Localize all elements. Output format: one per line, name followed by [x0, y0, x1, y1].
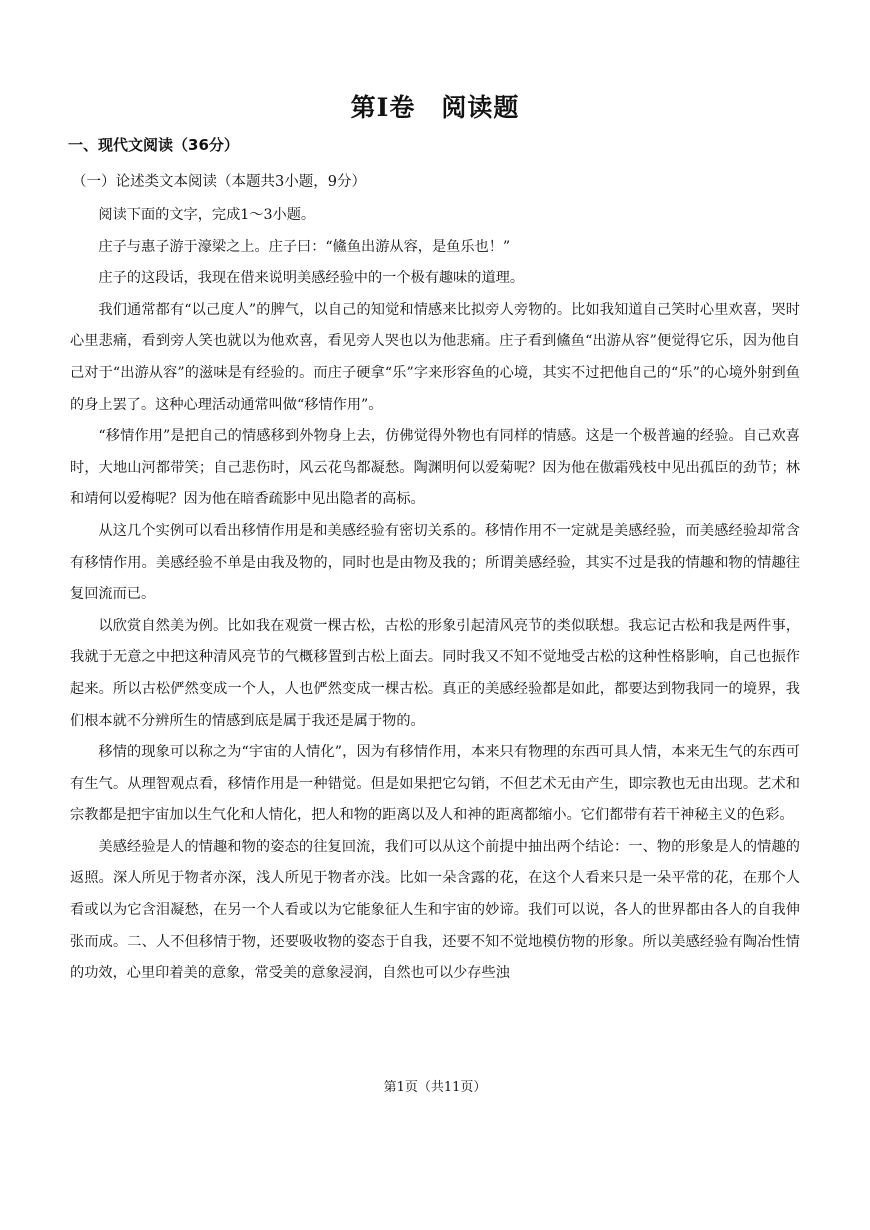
- body-paragraph: 庄子的这段话，我现在借来说明美感经验中的一个极有趣味的道理。: [98, 270, 525, 287]
- body-paragraph: 移情的现象可以称之为“宇宙的人情化”，因为有移情作用，本来只有物理的东西可具人情，本来无生气的东西可有生气。从理智观点看，移情作用是一种错觉。但是如果把它勾销，不但艺术无由产生，即宗教也无由出现。艺术和宗教都是把宇宙加以生气化和人情化，把人和物的距离以及人和神的距离都缩小。它们都带有若干神秘主义的色彩。: [70, 744, 800, 824]
- body-paragraph: “移情作用”是把自己的情感移到外物身上去，仿佛觉得外物也有同样的情感。这是一个极普遍的经验。自己欢喜时，大地山河都带笑；自己悲伤时，风云花鸟都凝愁。陶渊明何以爱菊呢？因为他在傲霜残枝中见出孤臣的劲节；林和靖何以爱梅呢？因为他在暗香疏影中见出隐者的高标。: [70, 428, 800, 508]
- subsection-heading: （一）论述类文本阅读（本题共3小题，9分）: [72, 174, 366, 190]
- body-paragraph: 以欣赏自然美为例。比如我在观赏一棵古松，古松的形象引起清风亮节的类似联想。我忘记古松和我是两件事，我就于无意之中把这种清风亮节的气概移置到古松上面去。同时我又不知不觉地受古松的这种性格影响，自己也振作起来。所以古松俨然变成一个人，人也俨然变成一棵古松。真正的美感经验都是如此，都要达到物我同一的境界，我们根本就不分辨所生的情感到底是属于我还是属于物的。: [70, 617, 800, 729]
- page-title: 第Ⅰ卷 阅读题: [350, 93, 520, 122]
- body-paragraph: 从这几个实例可以看出移情作用是和美感经验有密切关系的。移情作用不一定就是美感经验，而美感经验却常含有移情作用。美感经验不单是由我及物的，同时也是由物及我的；所谓美感经验，其实不过是我的情趣和物的情趣往复回流而已。: [70, 522, 800, 603]
- section-heading: 一、现代文阅读（36分）: [68, 136, 239, 154]
- instruction-paragraph: 阅读下面的文字，完成1～3小题。: [98, 207, 316, 223]
- article-body: [70, 200, 800, 990]
- body-paragraph: 美感经验是人的情趣和物的姿态的往复回流，我们可以从这个前提中抽出两个结论：一、物的形象是人的情趣的返照。深人所见于物者亦深，浅人所见于物者亦浅。比如一朵含露的花，在这个人看来只是一朵平常的花，在那个人看或以为它含泪凝愁，在另一个人看或以为它能象征人生和宇宙的妙谛。我们可以说，各人的世界都由各人的自我伸张而成。二、人不但移情于物，还要吸收物的姿态于自我，还要不知不觉地模仿物的形象。所以美感经验有陶冶性情的功效，心里印着美的意象，常受美的意象浸润，自然也可以少存些浊: [70, 838, 800, 982]
- body-paragraph: 庄子与惠子游于濠梁之上。庄子曰：“鯈鱼出游从容，是鱼乐也！”: [98, 238, 511, 255]
- page-footer: 第1页（共11页）: [383, 1080, 487, 1095]
- body-paragraph: 我们通常都有“以己度人”的脾气，以自己的知觉和情感来比拟旁人旁物的。比如我知道自己笑时心里欢喜，哭时心里悲痛，看到旁人笑也就以为他欢喜，看见旁人哭也以为他悲痛。庄子看到鯈鱼“出游从容”便觉得它乐，因为他自己对于“出游从容”的滋味是有经验的。而庄子硬拿“乐”字来形容鱼的心境，其实不过把他自己的“乐”的心境外射到鱼的身上罢了。这种心理活动通常叫做“移情作用”。: [70, 301, 800, 413]
